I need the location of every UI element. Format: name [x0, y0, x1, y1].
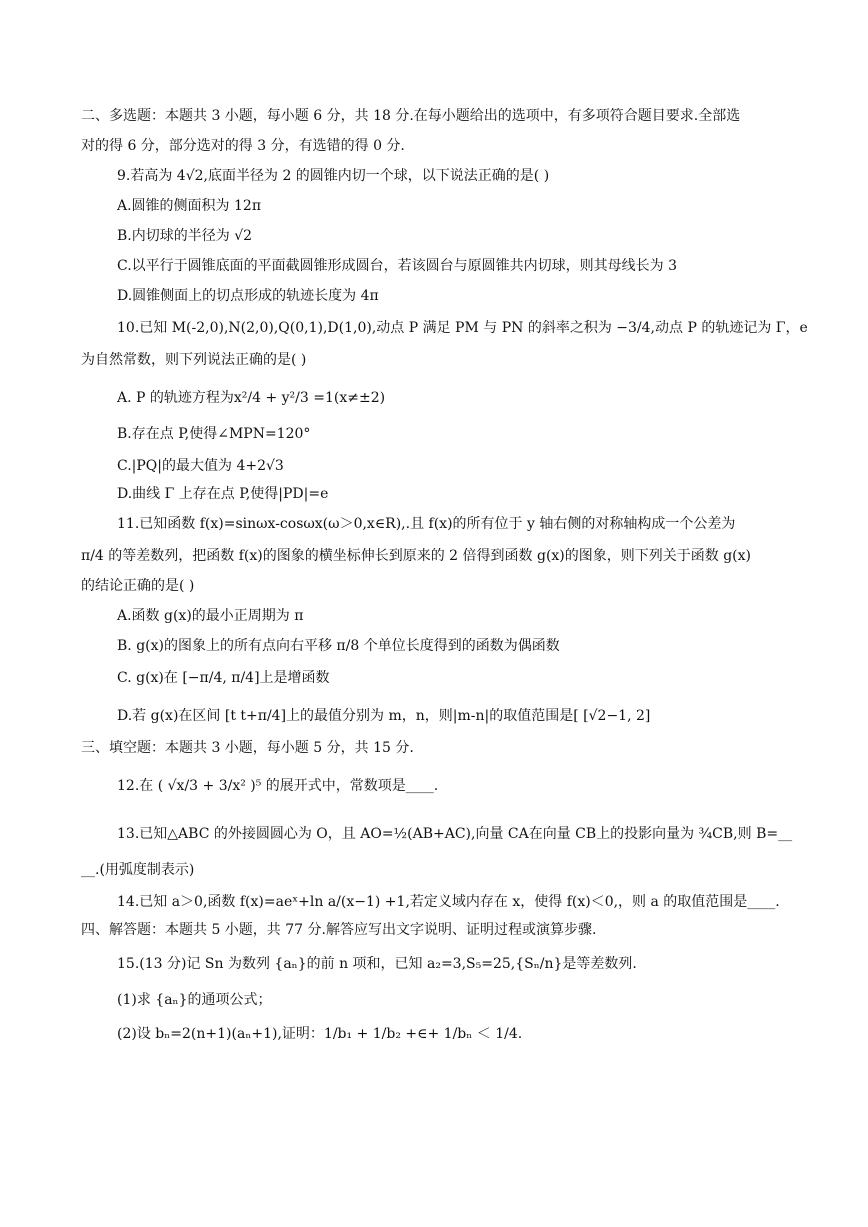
question-9-option-c: C.以平行于圆锥底面的平面截圆锥形成圆台，若该圆台与原圆锥共内切球，则其母线长为 3 [117, 258, 678, 274]
question-11-option-c: C. g(x)在 [−π/4, π/4]上是增函数 [117, 670, 330, 686]
solve-heading: 四、解答题：本题共 5 小题，共 77 分.解答应写出文字说明、证明过程或演算步骤. [81, 922, 597, 938]
question-10-stem-cont: 为自然常数，则下列说法正确的是( ) [81, 352, 307, 368]
question-15-part-2: (2)设 bₙ=2(n+1)(aₙ+1),证明：1/b₁ + 1/b₂ +∈+ 1/bₙ ＜ 1/4. [117, 1026, 523, 1042]
question-9-stem: 9.若高为 4√2,底面半径为 2 的圆锥内切一个球，以下说法正确的是( ) [117, 168, 550, 184]
question-10-option-d: D.曲线 Γ 上存在点 P,使得|PD|=e [117, 486, 329, 502]
question-9-option-a: A.圆锥的侧面积为 12π [117, 198, 262, 214]
multi-choice-heading-cont: 对的得 6 分，部分选对的得 3 分，有选错的得 0 分. [81, 138, 405, 154]
question-11-stem-cont2: 的结论正确的是( ) [81, 578, 195, 594]
question-10-stem: 10.已知 M(-2,0),N(2,0),Q(0,1),D(1,0),动点 P 满足 PM 与 PN 的斜率之积为 −3/4,动点 P 的轨迹记为 Γ，e [117, 320, 808, 336]
question-13-stem-cont: __.(用弧度制表示) [81, 862, 195, 878]
question-15-part-1: (1)求 {aₙ}的通项公式； [117, 992, 272, 1008]
question-11-option-b: B. g(x)的图象上的所有点向右平移 π/8 个单位长度得到的函数为偶函数 [117, 638, 560, 654]
question-10-option-b: B.存在点 P,使得∠MPN=120° [117, 426, 311, 442]
question-9-option-d: D.圆锥侧面上的切点形成的轨迹长度为 4π [117, 288, 379, 304]
question-11-option-d: D.若 g(x)在区间 [t t+π/4]上的最值分别为 m，n，则|m-n|的取值范围是[ [√2−1, 2] [117, 708, 651, 724]
question-11-stem-cont1: π/4 的等差数列，把函数 f(x)的图象的横坐标伸长到原来的 2 倍得到函数 g(x)的图象，则下列关于函数 g(x) [81, 548, 751, 564]
question-12-stem: 12.在 ( √x/3 + 3/x² )⁵ 的展开式中，常数项是____. [117, 778, 439, 794]
question-11-stem: 11.已知函数 f(x)=sinωx-cosωx(ω＞0,x∈R),.且 f(x)的所有位于 y 轴右侧的对称轴构成一个公差为 [117, 516, 736, 532]
question-10-option-c: C.|PQ|的最大值为 4+2√3 [117, 458, 284, 474]
question-10-option-a: A. P 的轨迹方程为x²/4 + y²/3 =1(x≠±2) [117, 390, 386, 406]
fill-blank-heading: 三、填空题：本题共 3 小题，每小题 5 分，共 15 分. [81, 740, 414, 756]
multi-choice-heading: 二、多选题：本题共 3 小题，每小题 6 分，共 18 分.在每小题给出的选项中，有多项符合题目要求.全部选 [81, 108, 741, 124]
question-9-option-b: B.内切球的半径为 √2 [117, 228, 253, 244]
question-14-stem: 14.已知 a＞0,函数 f(x)=aeˣ+ln a/(x−1) +1,若定义域内存在 x，使得 f(x)＜0,，则 a 的取值范围是____. [117, 894, 780, 910]
question-11-option-a: A.函数 g(x)的最小正周期为 π [117, 608, 304, 624]
question-13-stem: 13.已知△ABC 的外接圆圆心为 O，且 AO=½(AB+AC),向量 CA在向量 CB上的投影向量为 ¾CB,则 B=__ [117, 826, 793, 842]
question-15-stem: 15.(13 分)记 Sn 为数列 {aₙ}的前 n 项和，已知 a₂=3,S₅=25,{Sₙ/n}是等差数列. [117, 956, 637, 972]
